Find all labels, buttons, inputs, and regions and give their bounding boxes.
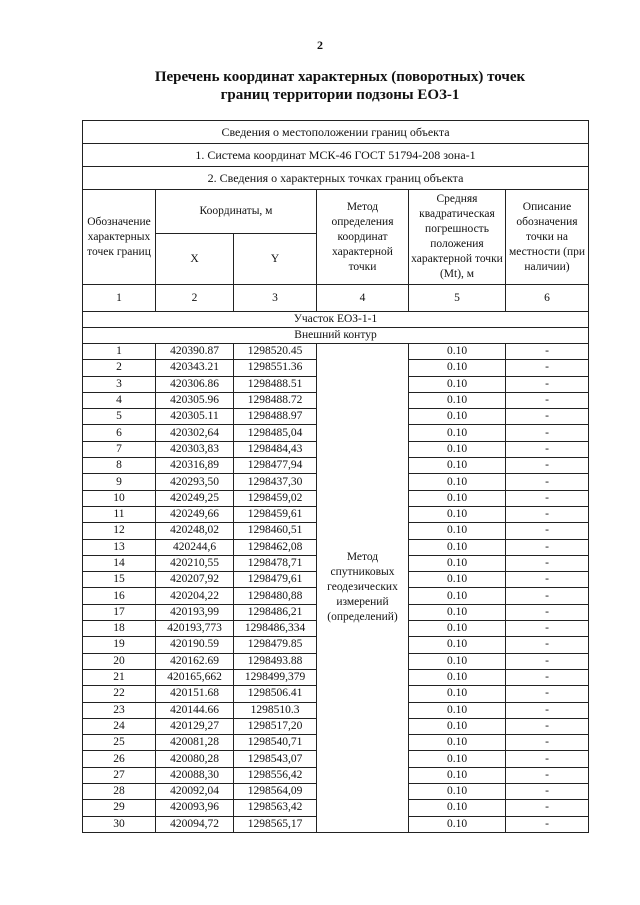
point-description: - <box>506 360 589 376</box>
point-number: 5 <box>83 409 156 425</box>
header-description: Описание обозначения точки на местности (при наличии) <box>506 190 589 285</box>
point-number: 18 <box>83 621 156 637</box>
coordinate-y: 1298488.72 <box>234 392 317 408</box>
point-description: - <box>506 376 589 392</box>
coordinate-y: 1298510.3 <box>234 702 317 718</box>
coordinate-y: 1298493.88 <box>234 653 317 669</box>
header-method: Метод определения координат характерной точки <box>317 190 409 285</box>
error-value: 0.10 <box>409 604 506 620</box>
point-description: - <box>506 751 589 767</box>
coordinate-y: 1298499,379 <box>234 669 317 685</box>
coordinate-x: 420092,04 <box>156 784 234 800</box>
coordinate-x: 420162.69 <box>156 653 234 669</box>
point-number: 26 <box>83 751 156 767</box>
coordinate-x: 420151.68 <box>156 686 234 702</box>
point-description: - <box>506 392 589 408</box>
point-number: 12 <box>83 523 156 539</box>
error-value: 0.10 <box>409 751 506 767</box>
point-description: - <box>506 409 589 425</box>
point-description: - <box>506 506 589 522</box>
error-value: 0.10 <box>409 637 506 653</box>
coordinate-y: 1298484,43 <box>234 441 317 457</box>
error-value: 0.10 <box>409 653 506 669</box>
point-number: 25 <box>83 735 156 751</box>
coordinate-x: 420094,72 <box>156 816 234 832</box>
coordinate-x: 420080,28 <box>156 751 234 767</box>
coordinate-y: 1298551.36 <box>234 360 317 376</box>
point-number: 2 <box>83 360 156 376</box>
coordinate-y: 1298477,94 <box>234 458 317 474</box>
coordinate-y: 1298460,51 <box>234 523 317 539</box>
point-description: - <box>506 702 589 718</box>
coordinate-y: 1298462,08 <box>234 539 317 555</box>
point-description: - <box>506 441 589 457</box>
point-description: - <box>506 458 589 474</box>
object-location-header: Сведения о местоположении границ объекта <box>83 121 589 144</box>
point-description: - <box>506 767 589 783</box>
point-description: - <box>506 539 589 555</box>
point-number: 11 <box>83 506 156 522</box>
point-number: 9 <box>83 474 156 490</box>
error-value: 0.10 <box>409 816 506 832</box>
coordinate-x: 420248,02 <box>156 523 234 539</box>
error-value: 0.10 <box>409 458 506 474</box>
header-error: Средняя квадратическая погрешность положения характерной точки (Mt), м <box>409 190 506 285</box>
coordinate-y: 1298488.97 <box>234 409 317 425</box>
coordinate-x: 420210,55 <box>156 555 234 571</box>
point-number: 3 <box>83 376 156 392</box>
point-description: - <box>506 816 589 832</box>
error-value: 0.10 <box>409 490 506 506</box>
point-number: 7 <box>83 441 156 457</box>
error-value: 0.10 <box>409 360 506 376</box>
point-description: - <box>506 784 589 800</box>
title-line-2: границ территории подзоны ЕОЗ-1 <box>220 87 460 103</box>
point-description: - <box>506 474 589 490</box>
point-description: - <box>506 572 589 588</box>
section-title: Участок ЕОЗ-1-1 <box>83 312 589 328</box>
point-description: - <box>506 523 589 539</box>
coordinate-x: 420343.21 <box>156 360 234 376</box>
error-value: 0.10 <box>409 588 506 604</box>
error-value: 0.10 <box>409 523 506 539</box>
point-number: 1 <box>83 344 156 360</box>
coordinate-y: 1298556,42 <box>234 767 317 783</box>
point-number: 8 <box>83 458 156 474</box>
coordinate-system-header: 1. Система координат МСК-46 ГОСТ 51794-208 зона-1 <box>83 144 589 167</box>
point-number: 28 <box>83 784 156 800</box>
coordinate-y: 1298563,42 <box>234 800 317 816</box>
point-description: - <box>506 686 589 702</box>
point-description: - <box>506 588 589 604</box>
points-info-header: 2. Сведения о характерных точках границ объекта <box>83 167 589 190</box>
coordinate-y: 1298480,88 <box>234 588 317 604</box>
point-number: 14 <box>83 555 156 571</box>
error-value: 0.10 <box>409 376 506 392</box>
document-title <box>60 68 620 104</box>
point-number: 29 <box>83 800 156 816</box>
coordinate-x: 420129,27 <box>156 718 234 734</box>
error-value: 0.10 <box>409 441 506 457</box>
title-line-1: Перечень координат характерных (поворотных) точек <box>154 69 526 85</box>
error-value: 0.10 <box>409 425 506 441</box>
point-description: - <box>506 718 589 734</box>
error-value: 0.10 <box>409 539 506 555</box>
coordinate-y: 1298479.85 <box>234 637 317 653</box>
point-number: 4 <box>83 392 156 408</box>
point-number: 13 <box>83 539 156 555</box>
coordinate-x: 420193,99 <box>156 604 234 620</box>
coordinate-x: 420165,662 <box>156 669 234 685</box>
point-number: 10 <box>83 490 156 506</box>
coordinate-x: 420249,66 <box>156 506 234 522</box>
page-number: 2 <box>317 38 323 52</box>
header-y: Y <box>234 234 317 285</box>
point-description: - <box>506 800 589 816</box>
coordinate-x: 420305.96 <box>156 392 234 408</box>
coordinate-x: 420302,64 <box>156 425 234 441</box>
coordinate-x: 420249,25 <box>156 490 234 506</box>
point-number: 20 <box>83 653 156 669</box>
point-number: 19 <box>83 637 156 653</box>
coordinate-y: 1298564,09 <box>234 784 317 800</box>
header-designation: Обозначение характерных точек границ <box>83 190 156 285</box>
error-value: 0.10 <box>409 735 506 751</box>
coordinate-y: 1298486,334 <box>234 621 317 637</box>
error-value: 0.10 <box>409 621 506 637</box>
coordinate-x: 420204,22 <box>156 588 234 604</box>
point-description: - <box>506 669 589 685</box>
coordinate-y: 1298486,21 <box>234 604 317 620</box>
coordinate-x: 420244,6 <box>156 539 234 555</box>
error-value: 0.10 <box>409 784 506 800</box>
point-description: - <box>506 490 589 506</box>
coordinate-x: 420093,96 <box>156 800 234 816</box>
point-description: - <box>506 344 589 360</box>
contour-title: Внешний контур <box>83 328 589 344</box>
error-value: 0.10 <box>409 344 506 360</box>
point-description: - <box>506 555 589 571</box>
method-cell: Метод спутниковых геодезических измерений (определений) <box>317 344 409 833</box>
error-value: 0.10 <box>409 702 506 718</box>
error-value: 0.10 <box>409 718 506 734</box>
coordinate-y: 1298517,20 <box>234 718 317 734</box>
coordinate-x: 420316,89 <box>156 458 234 474</box>
table-row <box>83 344 589 360</box>
coordinate-x: 420088,30 <box>156 767 234 783</box>
coordinate-y: 1298540,71 <box>234 735 317 751</box>
point-number: 30 <box>83 816 156 832</box>
coordinate-x: 420081,28 <box>156 735 234 751</box>
point-description: - <box>506 653 589 669</box>
column-number: 5 <box>409 285 506 312</box>
point-number: 15 <box>83 572 156 588</box>
error-value: 0.10 <box>409 555 506 571</box>
coordinate-x: 420293,50 <box>156 474 234 490</box>
error-value: 0.10 <box>409 474 506 490</box>
coordinate-y: 1298459,61 <box>234 506 317 522</box>
point-number: 6 <box>83 425 156 441</box>
coordinate-y: 1298479,61 <box>234 572 317 588</box>
point-number: 22 <box>83 686 156 702</box>
error-value: 0.10 <box>409 686 506 702</box>
coordinate-x: 420306.86 <box>156 376 234 392</box>
coordinate-y: 1298437,30 <box>234 474 317 490</box>
coordinates-table <box>82 120 589 833</box>
error-value: 0.10 <box>409 572 506 588</box>
point-description: - <box>506 735 589 751</box>
error-value: 0.10 <box>409 506 506 522</box>
coordinate-x: 420144.66 <box>156 702 234 718</box>
point-number: 27 <box>83 767 156 783</box>
header-coordinates: Координаты, м <box>156 190 317 234</box>
point-number: 23 <box>83 702 156 718</box>
column-number: 3 <box>234 285 317 312</box>
column-number: 6 <box>506 285 589 312</box>
error-value: 0.10 <box>409 669 506 685</box>
point-description: - <box>506 637 589 653</box>
coordinate-x: 420303,83 <box>156 441 234 457</box>
point-description: - <box>506 425 589 441</box>
coordinate-x: 420305.11 <box>156 409 234 425</box>
coordinate-y: 1298488.51 <box>234 376 317 392</box>
point-number: 21 <box>83 669 156 685</box>
point-description: - <box>506 621 589 637</box>
column-number: 4 <box>317 285 409 312</box>
coordinate-y: 1298543,07 <box>234 751 317 767</box>
coordinate-y: 1298485,04 <box>234 425 317 441</box>
error-value: 0.10 <box>409 767 506 783</box>
error-value: 0.10 <box>409 800 506 816</box>
error-value: 0.10 <box>409 409 506 425</box>
column-number: 2 <box>156 285 234 312</box>
point-description: - <box>506 604 589 620</box>
column-number: 1 <box>83 285 156 312</box>
coordinate-x: 420190.59 <box>156 637 234 653</box>
coordinate-y: 1298506.41 <box>234 686 317 702</box>
coordinate-x: 420207,92 <box>156 572 234 588</box>
point-number: 16 <box>83 588 156 604</box>
header-x: X <box>156 234 234 285</box>
coordinate-y: 1298459,02 <box>234 490 317 506</box>
point-number: 24 <box>83 718 156 734</box>
point-number: 17 <box>83 604 156 620</box>
coordinate-y: 1298520.45 <box>234 344 317 360</box>
coordinate-x: 420193,773 <box>156 621 234 637</box>
error-value: 0.10 <box>409 392 506 408</box>
coordinate-x: 420390.87 <box>156 344 234 360</box>
coordinate-y: 1298478,71 <box>234 555 317 571</box>
coordinate-y: 1298565,17 <box>234 816 317 832</box>
